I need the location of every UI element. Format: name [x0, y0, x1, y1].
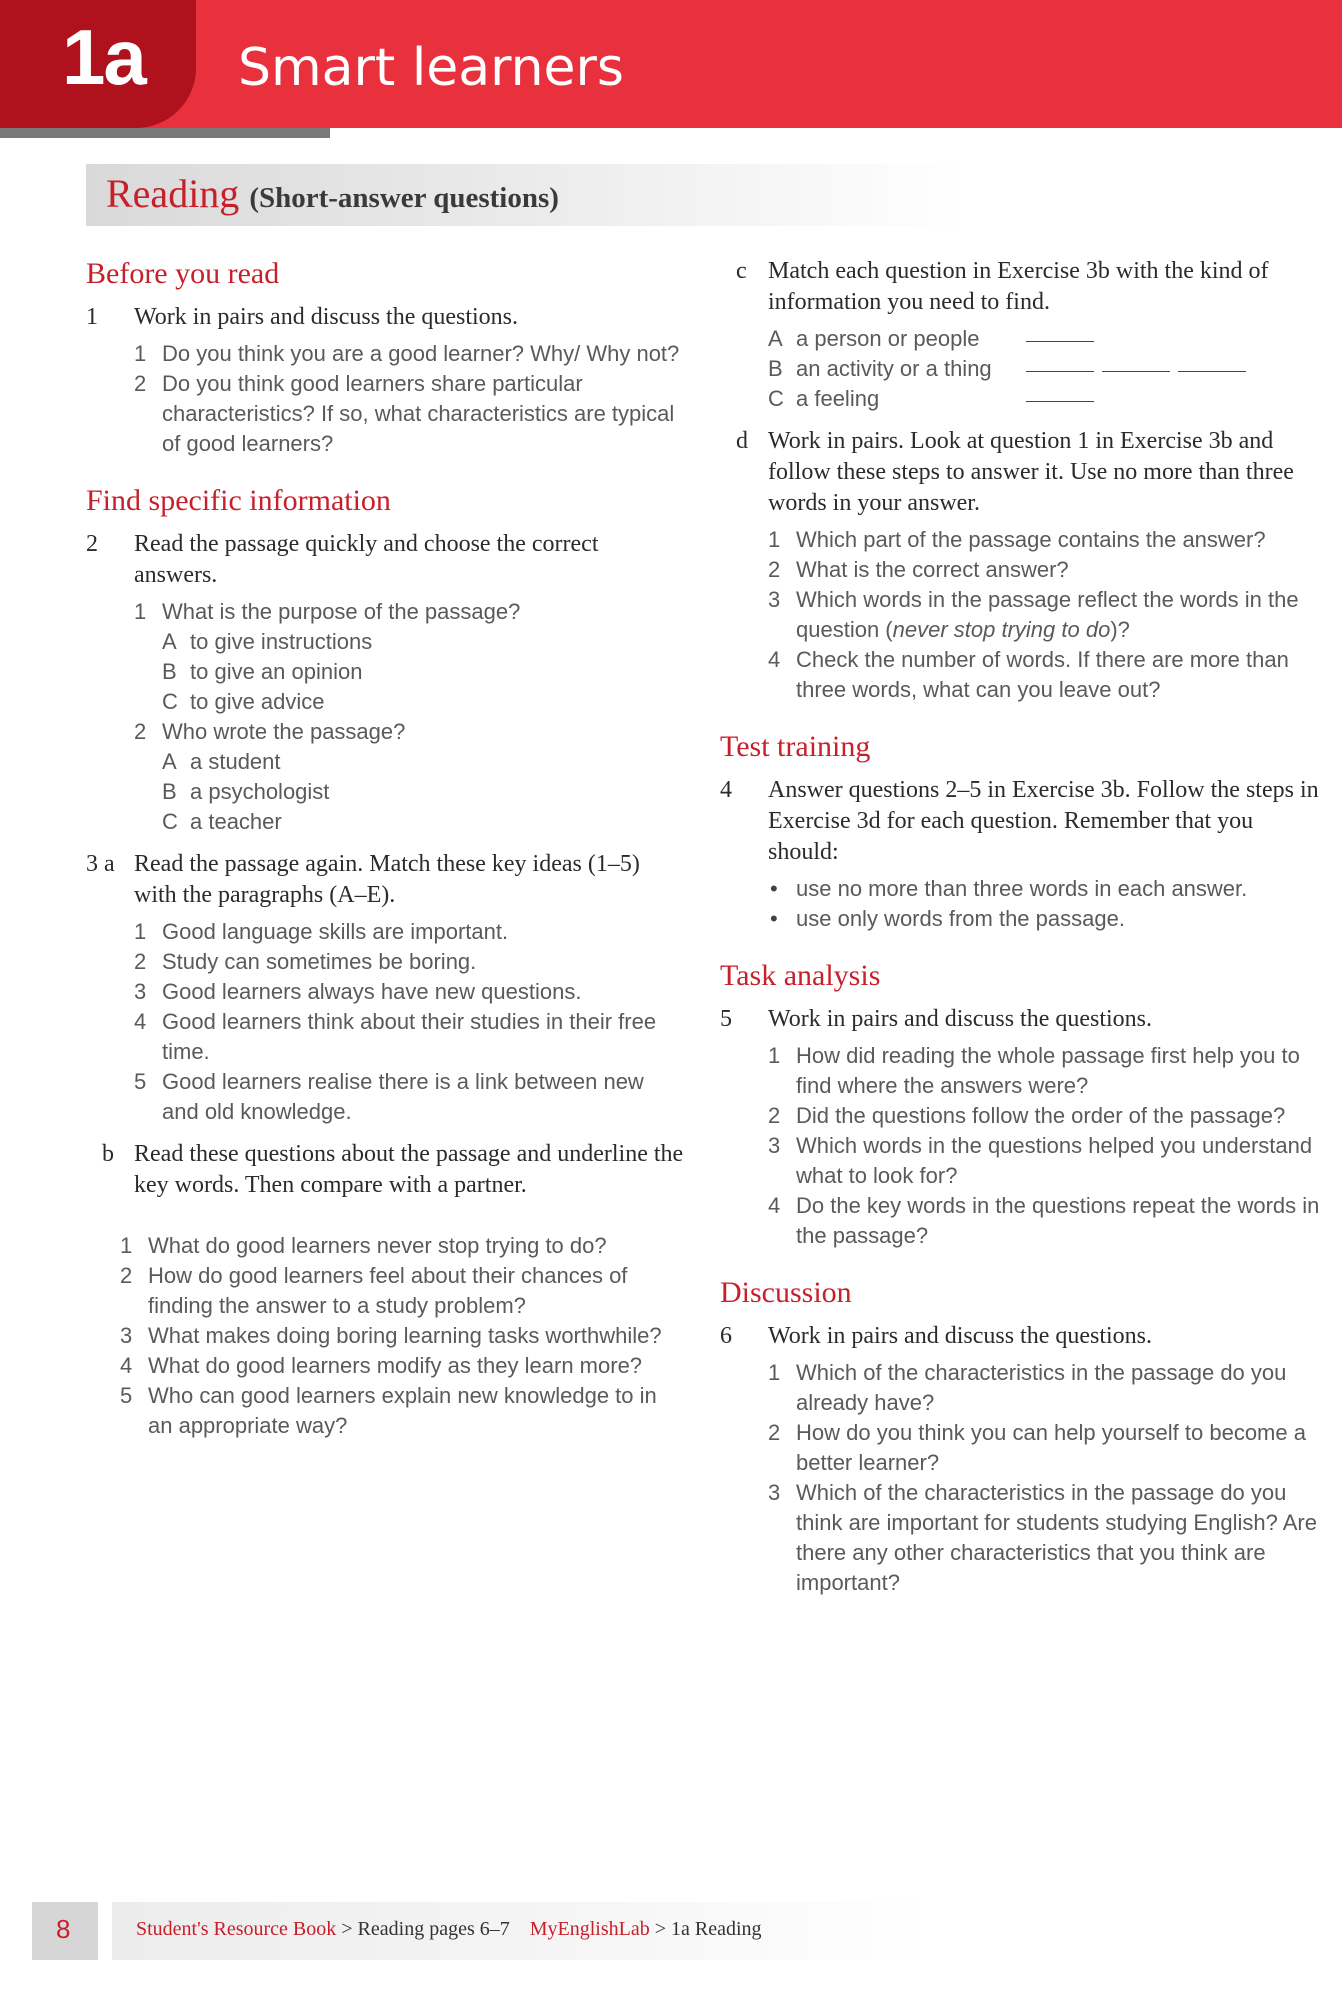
exercise-instruction: Work in pairs and discuss the questions. — [768, 1006, 1153, 1032]
exercise-3a — [86, 849, 686, 911]
exercise-number: 2 — [86, 531, 98, 557]
answer-option: C to give advice — [162, 689, 325, 714]
exercise-2 — [86, 529, 686, 591]
answer-option: B an activity or a thing — [768, 354, 1320, 384]
list-item: 2 How do you think you can help yourself to become a better learner? — [768, 1420, 1306, 1475]
answer-option: B a psychologist — [162, 779, 330, 804]
footer-references — [136, 1918, 762, 1941]
list-item: 2 Study can sometimes be boring. — [134, 949, 477, 974]
list-item: 1 How did reading the whole passage first help you to find where the answers were? — [768, 1043, 1300, 1098]
chevron-right-icon: > — [341, 1918, 353, 1940]
left-column — [86, 256, 686, 1441]
list-item: 2 How do good learners feel about their chances of finding the answer to a study problem? — [120, 1263, 628, 1318]
right-column — [720, 256, 1320, 1598]
exercise-3d — [720, 426, 1320, 519]
list-item: 4 What do good learners modify as they learn more? — [120, 1353, 643, 1378]
unit-label: 1a — [62, 13, 145, 101]
heading-test-training: Test training — [720, 730, 871, 763]
exercise-4 — [720, 775, 1320, 868]
answer-blank[interactable] — [1026, 371, 1094, 372]
list-item: 3 What makes doing boring learning tasks worthwhile? — [120, 1323, 662, 1348]
exercise-instruction: Read these questions about the passage and underline the key words. Then compare with a partner. — [134, 1141, 684, 1198]
list-item: 2 Did the questions follow the order of the passage? — [768, 1103, 1286, 1128]
answer-option: B to give an opinion — [162, 659, 363, 684]
myenglishlab-reference: 1a Reading — [671, 1918, 762, 1940]
question-item: 2 Who wrote the passage? — [134, 719, 406, 744]
answer-blank[interactable] — [1102, 371, 1170, 372]
page-number: 8 — [56, 1914, 71, 1944]
list-item: 4 Good learners think about their studies in their free time. — [134, 1009, 657, 1064]
list-item: 1 What do good learners never stop trying to do? — [120, 1233, 607, 1258]
bullet-item: • use only words from the passage. — [770, 906, 1125, 931]
heading-find-specific-information: Find specific information — [86, 484, 391, 517]
list-item: 5 Who can good learners explain new knowledge to in an appropriate way? — [120, 1383, 657, 1438]
exercise-instruction: Match each question in Exercise 3b with the kind of information you need to find. — [768, 258, 1269, 315]
section-title-text: Reading — [106, 171, 240, 216]
list-item: 3 Which words in the passage reflect the words in the question (never stop trying to do)? — [768, 587, 1299, 642]
exercise-number: d — [736, 428, 748, 454]
exercise-number: 3 a — [86, 851, 115, 877]
srb-pages: Reading pages 6–7 — [357, 1918, 510, 1940]
list-item: 2 Do you think good learners share particular characteristics? If so, what characteristics are typical of good learners? — [134, 371, 675, 456]
heading-task-analysis: Task analysis — [720, 959, 881, 992]
footer — [32, 1902, 1332, 1960]
section-bar — [86, 164, 966, 226]
exercise-3c — [720, 256, 1320, 318]
list-item: 5 Good learners realise there is a link between new and old knowledge. — [134, 1069, 644, 1124]
page-title: Smart learners — [238, 38, 625, 98]
exercise-3b — [86, 1139, 686, 1201]
exercise-instruction: Work in pairs and discuss the questions. — [768, 1323, 1153, 1349]
list-item: 2 What is the correct answer? — [768, 557, 1069, 582]
exercise-instruction: Answer questions 2–5 in Exercise 3b. Follow the steps in Exercise 3d for each question. Remember that you should: — [768, 777, 1319, 865]
list-item: 3 Which of the characteristics in the passage do you think are important for students studying English? Are there any other characteristics that you think are important? — [768, 1480, 1317, 1595]
answer-option: C a teacher — [162, 809, 282, 834]
exercise-1 — [86, 302, 686, 333]
bullet-item: • use no more than three words in each answer. — [770, 876, 1248, 901]
exercise-number: 6 — [720, 1323, 732, 1349]
exercise-instruction: Work in pairs. Look at question 1 in Exercise 3b and follow these steps to answer it. Use no more than three words in your answer. — [768, 428, 1294, 516]
exercise-number: b — [102, 1141, 114, 1167]
answer-blank[interactable] — [1026, 401, 1094, 402]
list-item: 1 Which part of the passage contains the answer? — [768, 527, 1266, 552]
answer-option: C a feeling — [768, 384, 1320, 414]
list-item: 1 Which of the characteristics in the passage do you already have? — [768, 1360, 1287, 1415]
section-subtitle: (Short-answer questions) — [249, 182, 559, 214]
section-title — [106, 170, 559, 217]
exercise-number: 4 — [720, 777, 732, 803]
exercise-instruction: Read the passage quickly and choose the correct answers. — [134, 531, 599, 588]
list-item: 1 Good language skills are important. — [134, 919, 509, 944]
heading-before-you-read: Before you read — [86, 257, 280, 290]
chevron-right-icon: > — [654, 1918, 667, 1940]
list-item: 1 Do you think you are a good learner? Why/ Why not? — [134, 341, 680, 366]
heading-discussion: Discussion — [720, 1276, 852, 1309]
exercise-number: c — [736, 258, 747, 284]
list-item: 3 Good learners always have new questions. — [134, 979, 582, 1004]
list-item: 4 Do the key words in the questions repeat the words in the passage? — [768, 1193, 1320, 1248]
exercise-instruction: Work in pairs and discuss the questions. — [134, 304, 519, 330]
answer-option: A a student — [162, 749, 281, 774]
header-banner — [0, 0, 1342, 128]
list-item: 4 Check the number of words. If there are more than three words, what can you leave out? — [768, 647, 1289, 702]
answer-blank[interactable] — [1178, 371, 1246, 372]
unit-tab — [0, 0, 196, 128]
srb-link[interactable]: Student's Resource Book — [136, 1918, 337, 1940]
list-item: 3 Which words in the questions helped you understand what to look for? — [768, 1133, 1313, 1188]
answer-option: A a person or people — [768, 324, 1320, 354]
answer-option: A to give instructions — [162, 629, 373, 654]
exercise-6 — [720, 1321, 1320, 1352]
exercise-5 — [720, 1004, 1320, 1035]
exercise-number: 5 — [720, 1006, 732, 1032]
exercise-number: 1 — [86, 304, 98, 330]
myenglishlab-link[interactable]: MyEnglishLab — [529, 1918, 650, 1940]
answer-blank[interactable] — [1026, 341, 1094, 342]
question-item: 1 What is the purpose of the passage? — [134, 599, 521, 624]
page-number-box — [32, 1902, 98, 1960]
exercise-instruction: Read the passage again. Match these key ideas (1–5) with the paragraphs (A–E). — [134, 851, 640, 908]
